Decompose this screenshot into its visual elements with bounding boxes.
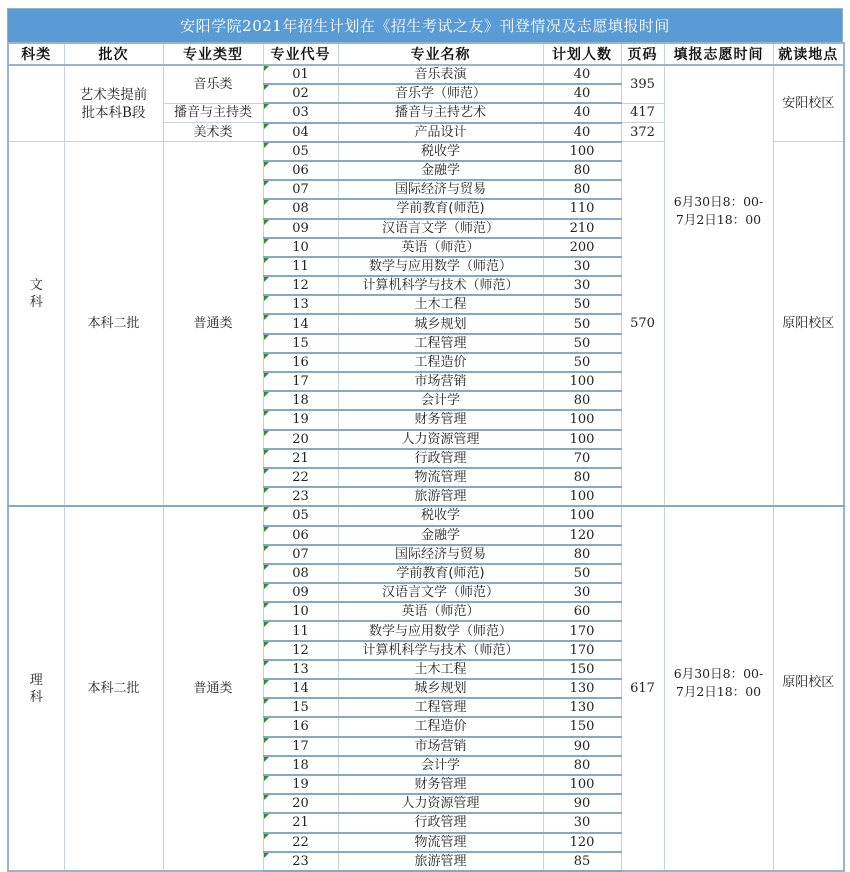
plan-count: 30 [543,813,621,832]
cell-comment-flag-icon [264,66,269,71]
cell-comment-flag-icon [264,392,269,397]
cell-comment-flag-icon [264,642,269,647]
cell-comment-flag-icon [264,622,269,627]
table-row [8,506,844,525]
major-code [263,103,338,122]
cell-comment-flag-icon [264,411,269,416]
major-name: 城乡规划 [338,314,543,333]
major-type-cell: 音乐类 [163,65,263,103]
major-name: 工程造价 [338,353,543,372]
cell-comment-flag-icon [264,814,269,819]
major-code-text: 14 [292,681,309,697]
major-name: 计算机科学与技术（师范） [338,641,543,660]
cell-comment-flag-icon [264,296,269,301]
major-code-text: 09 [292,585,309,601]
major-name: 汉语言文学（师范） [338,219,543,238]
subject-text: 文科 [29,277,43,310]
plan-count: 40 [543,84,621,103]
major-code-text: 22 [292,470,309,486]
batch-cell [64,65,163,142]
major-name: 国际经济与贸易 [338,545,543,564]
major-name: 土木工程 [338,295,543,314]
campus-cell: 安阳校区 [773,65,844,142]
major-name: 市场营销 [338,737,543,756]
major-code [263,372,338,391]
major-code [263,602,338,621]
major-name: 行政管理 [338,813,543,832]
cell-comment-flag-icon [264,200,269,205]
plan-count: 210 [543,219,621,238]
major-name: 工程造价 [338,717,543,736]
major-name: 金融学 [338,161,543,180]
major-name: 土木工程 [338,660,543,679]
major-name: 物流管理 [338,468,543,487]
col-plan-count: 计划人数 [543,43,621,65]
major-code-text: 11 [292,258,309,274]
major-code-text: 07 [292,546,309,562]
cell-comment-flag-icon [264,469,269,474]
major-name: 会计学 [338,391,543,410]
major-code-text: 20 [292,796,309,812]
cell-comment-flag-icon [264,718,269,723]
major-code [263,353,338,372]
major-code [263,391,338,410]
page-number: 570 [621,142,664,507]
major-code [263,526,338,545]
major-code [263,833,338,852]
major-name: 税收学 [338,142,543,161]
plan-count: 70 [543,449,621,468]
major-name: 学前教育(师范) [338,564,543,583]
subject-cell [8,506,64,871]
cell-comment-flag-icon [264,315,269,320]
cell-comment-flag-icon [264,603,269,608]
plan-count: 50 [543,353,621,372]
plan-count: 40 [543,103,621,122]
major-code-text: 10 [292,604,309,620]
plan-count: 30 [543,257,621,276]
major-code-text: 06 [292,163,309,179]
major-type-cell: 普通类 [163,506,263,871]
sheet-title: 安阳学院2021年招生计划在《招生考试之友》刊登情况及志愿填报时间 [7,8,843,42]
plan-count: 90 [543,794,621,813]
plan-count: 50 [543,564,621,583]
major-name: 旅游管理 [338,487,543,506]
cell-comment-flag-icon [264,680,269,685]
major-code-text: 14 [292,316,309,332]
cell-comment-flag-icon [264,507,269,512]
cell-comment-flag-icon [264,738,269,743]
major-name: 财务管理 [338,775,543,794]
major-code-text: 19 [292,777,309,793]
major-name: 计算机科学与技术（师范） [338,276,543,295]
apply-time-start: 6月30日8：00- [673,193,764,209]
major-code [263,717,338,736]
major-name: 人力资源管理 [338,430,543,449]
table-row [8,65,844,84]
major-code [263,257,338,276]
col-apply-time: 填报志愿时间 [664,43,773,65]
plan-count: 50 [543,314,621,333]
major-code [263,161,338,180]
batch-text: 艺术类提前批本科B段 [79,86,148,121]
major-code [263,506,338,525]
major-code-text: 15 [292,700,309,716]
cell-comment-flag-icon [264,834,269,839]
major-code-text: 03 [292,105,309,121]
cell-comment-flag-icon [264,450,269,455]
major-code-text: 20 [292,431,309,447]
major-code [263,487,338,506]
major-code [263,123,338,142]
major-code [263,775,338,794]
table-body [8,65,844,871]
cell-comment-flag-icon [264,85,269,90]
major-name: 数学与应用数学（师范） [338,621,543,640]
cell-comment-flag-icon [264,104,269,109]
plan-count: 110 [543,199,621,218]
major-code-text: 16 [292,719,309,735]
col-campus: 就读地点 [773,43,844,65]
col-page: 页码 [621,43,664,65]
major-code-text: 18 [292,393,309,409]
major-name: 城乡规划 [338,679,543,698]
batch-cell: 本科二批 [64,142,163,507]
apply-time-end: 7月2日18：00 [675,683,762,699]
admission-plan-sheet [7,8,843,872]
major-code [263,238,338,257]
plan-count: 120 [543,833,621,852]
major-code [263,276,338,295]
major-type-cell: 美术类 [163,123,263,142]
major-code-text: 12 [292,278,309,294]
major-code [263,410,338,429]
cell-comment-flag-icon [264,488,269,493]
major-name: 行政管理 [338,449,543,468]
major-code [263,794,338,813]
major-code [263,430,338,449]
plan-count: 100 [543,487,621,506]
major-type-cell: 播音与主持类 [163,103,263,122]
col-major-type: 专业类型 [163,43,263,65]
major-code [263,564,338,583]
plan-count: 170 [543,641,621,660]
major-code-text: 22 [292,834,309,850]
major-code [263,180,338,199]
cell-comment-flag-icon [264,143,269,148]
campus-cell: 原阳校区 [773,506,844,871]
major-code-text: 16 [292,354,309,370]
major-code-text: 10 [292,239,309,255]
plan-count: 100 [543,430,621,449]
major-code [263,199,338,218]
major-code-text: 17 [292,738,309,754]
plan-count: 150 [543,660,621,679]
cell-comment-flag-icon [264,373,269,378]
major-code-text: 17 [292,374,309,390]
major-code-text: 21 [292,450,309,466]
plan-count: 100 [543,372,621,391]
apply-time-cell [664,506,773,871]
major-code-text: 23 [292,853,309,869]
major-name: 产品设计 [338,123,543,142]
page-number: 395 [621,65,664,103]
major-code [263,545,338,564]
apply-time-cell [664,65,773,506]
plan-count: 130 [543,679,621,698]
major-name: 旅游管理 [338,852,543,871]
cell-comment-flag-icon [264,795,269,800]
major-name: 工程管理 [338,698,543,717]
major-name: 播音与主持艺术 [338,103,543,122]
major-code-text: 09 [292,220,309,236]
plan-count: 85 [543,852,621,871]
plan-count: 80 [543,161,621,180]
subject-text: 理科 [29,672,43,705]
major-code [263,852,338,871]
plan-count: 50 [543,334,621,353]
major-name: 物流管理 [338,833,543,852]
cell-comment-flag-icon [264,335,269,340]
cell-comment-flag-icon [264,239,269,244]
cell-comment-flag-icon [264,546,269,551]
campus-cell: 原阳校区 [773,142,844,507]
cell-comment-flag-icon [264,565,269,570]
major-code-text: 01 [292,67,309,83]
plan-count: 130 [543,698,621,717]
major-code [263,142,338,161]
col-subject: 科类 [8,43,64,65]
batch-cell: 本科二批 [64,506,163,871]
cell-comment-flag-icon [264,431,269,436]
cell-comment-flag-icon [264,258,269,263]
major-type-cell: 普通类 [163,142,263,507]
plan-count: 90 [543,737,621,756]
cell-comment-flag-icon [264,661,269,666]
major-name: 人力资源管理 [338,794,543,813]
major-code-text: 06 [292,527,309,543]
major-code [263,468,338,487]
major-code [263,219,338,238]
col-batch: 批次 [64,43,163,65]
major-code [263,84,338,103]
cell-comment-flag-icon [264,181,269,186]
major-code [263,660,338,679]
major-code [263,679,338,698]
major-code [263,314,338,333]
cell-comment-flag-icon [264,853,269,858]
major-code-text: 05 [292,508,309,524]
plan-count: 100 [543,506,621,525]
major-code-text: 08 [292,565,309,581]
major-name: 汉语言文学（师范） [338,583,543,602]
major-code [263,737,338,756]
major-name: 英语（师范） [338,602,543,621]
major-name: 国际经济与贸易 [338,180,543,199]
major-name: 税收学 [338,506,543,525]
major-code-text: 21 [292,815,309,831]
major-name: 工程管理 [338,334,543,353]
major-code [263,813,338,832]
major-name: 会计学 [338,756,543,775]
plan-count: 150 [543,717,621,736]
major-code [263,641,338,660]
plan-count: 50 [543,295,621,314]
page-number: 372 [621,123,664,142]
major-code-text: 05 [292,143,309,159]
cell-comment-flag-icon [264,220,269,225]
cell-comment-flag-icon [264,757,269,762]
plan-count: 40 [543,65,621,84]
major-code-text: 13 [292,297,309,313]
page-number: 417 [621,103,664,122]
col-major-name: 专业名称 [338,43,543,65]
major-name: 数学与应用数学（师范） [338,257,543,276]
cell-comment-flag-icon [264,699,269,704]
major-code [263,621,338,640]
admission-table [7,42,845,872]
col-major-code: 专业代号 [263,43,338,65]
subject-cell [8,65,64,142]
major-code-text: 13 [292,661,309,677]
cell-comment-flag-icon [264,776,269,781]
apply-time-end: 7月2日18：00 [675,211,762,227]
plan-count: 100 [543,142,621,161]
cell-comment-flag-icon [264,277,269,282]
plan-count: 30 [543,276,621,295]
major-code-text: 02 [292,86,309,102]
major-name: 财务管理 [338,410,543,429]
major-name: 音乐学（师范） [338,84,543,103]
plan-count: 80 [543,756,621,775]
plan-count: 100 [543,775,621,794]
plan-count: 30 [543,583,621,602]
major-code-text: 15 [292,335,309,351]
major-code [263,756,338,775]
cell-comment-flag-icon [264,584,269,589]
major-code [263,334,338,353]
major-name: 金融学 [338,526,543,545]
major-code-text: 04 [292,124,309,140]
plan-count: 80 [543,468,621,487]
plan-count: 80 [543,545,621,564]
major-code-text: 18 [292,757,309,773]
major-name: 学前教育(师范) [338,199,543,218]
subject-cell [8,142,64,507]
plan-count: 40 [543,123,621,142]
major-code-text: 07 [292,182,309,198]
plan-count: 100 [543,410,621,429]
plan-count: 60 [543,602,621,621]
plan-count: 120 [543,526,621,545]
plan-count: 200 [543,238,621,257]
cell-comment-flag-icon [264,162,269,167]
major-code-text: 12 [292,642,309,658]
major-code [263,583,338,602]
major-code-text: 23 [292,489,309,505]
major-name: 市场营销 [338,372,543,391]
major-code [263,65,338,84]
plan-count: 170 [543,621,621,640]
major-code-text: 19 [292,412,309,428]
cell-comment-flag-icon [264,527,269,532]
page-number: 617 [621,506,664,871]
cell-comment-flag-icon [264,124,269,129]
header-row [8,43,844,65]
major-code [263,449,338,468]
apply-time-start: 6月30日8：00- [673,665,764,681]
major-code [263,295,338,314]
major-name: 英语（师范） [338,238,543,257]
plan-count: 80 [543,391,621,410]
plan-count: 80 [543,180,621,199]
major-code-text: 08 [292,201,309,217]
major-code [263,698,338,717]
cell-comment-flag-icon [264,354,269,359]
major-name: 音乐表演 [338,65,543,84]
major-code-text: 11 [292,623,309,639]
